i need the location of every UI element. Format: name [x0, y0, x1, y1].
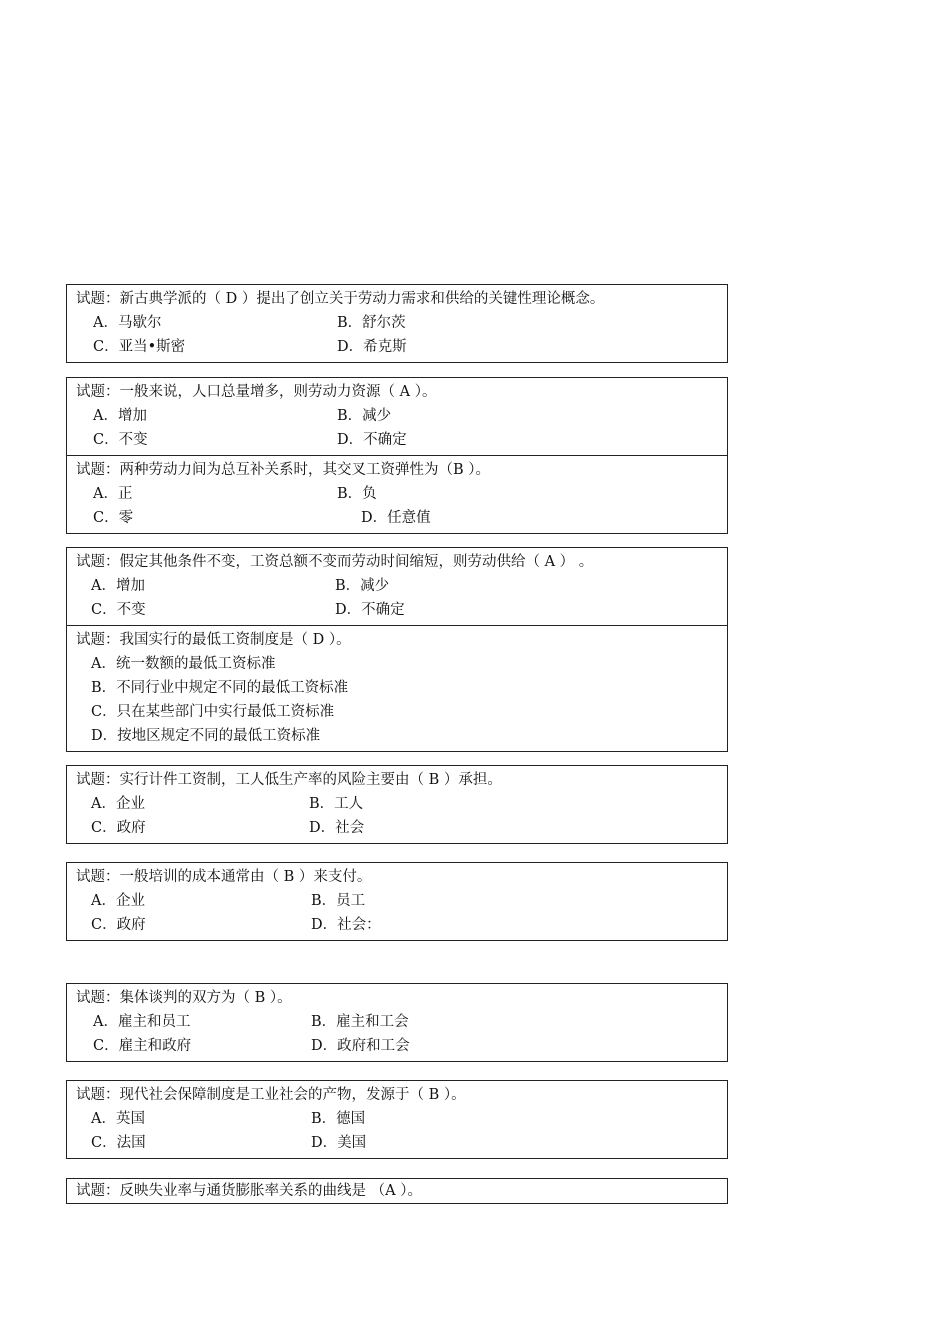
option-row	[67, 1034, 727, 1058]
question	[67, 285, 727, 362]
option-c: C．政府	[91, 820, 146, 836]
option-row	[67, 1131, 727, 1155]
option-c: C．零	[93, 510, 134, 526]
question	[67, 625, 727, 751]
option-row	[67, 913, 727, 937]
option-c: C．雇主和政府	[93, 1038, 192, 1054]
option-line	[67, 676, 727, 700]
option-a: A．增加	[93, 408, 147, 424]
option-row	[67, 574, 727, 598]
option-row	[67, 404, 727, 428]
option-b: B．工人	[309, 796, 364, 812]
question-box-1	[66, 284, 728, 363]
question	[67, 766, 727, 843]
option-row	[67, 792, 727, 816]
question-stem: 试题：现代社会保障制度是工业社会的产物，发源于（ B ）。	[76, 1087, 466, 1103]
option-b: B．员工	[311, 893, 366, 909]
option-b: B．减少	[335, 578, 390, 594]
question-stem: 试题：一般培训的成本通常由（ B ）来支付。	[76, 869, 372, 885]
option-row	[67, 311, 727, 335]
option-d: D．社会	[309, 820, 365, 836]
question-stem: 试题：我国实行的最低工资制度是（ D ）。	[76, 632, 351, 648]
question-stem: 试题：一般来说，人口总量增多，则劳动力资源（ A ）。	[76, 384, 437, 400]
question-stem: 试题：两种劳动力间为总互补关系时，其交叉工资弹性为（B ）。	[76, 462, 491, 478]
option-d: D．美国	[311, 1135, 367, 1151]
option-b: B．雇主和工会	[311, 1014, 409, 1030]
question-box-8	[66, 1178, 728, 1204]
option-line	[67, 652, 727, 676]
option-a: A．马歇尔	[93, 315, 162, 331]
question-stem: 试题：实行计件工资制，工人低生产率的风险主要由（ B ）承担。	[76, 772, 502, 788]
option-d: D．希克斯	[337, 339, 407, 355]
option-a: A．正	[93, 486, 133, 502]
option-row	[67, 428, 727, 452]
question-box-7	[66, 1080, 728, 1159]
question-stem: 试题：集体谈判的双方为（ B ）。	[76, 990, 292, 1006]
question	[67, 863, 727, 940]
option-row	[67, 1107, 727, 1131]
option-row	[67, 816, 727, 840]
option-row	[67, 506, 727, 530]
option-row	[67, 335, 727, 359]
option-a: A．企业	[91, 893, 145, 909]
question	[67, 1179, 727, 1203]
question-box-6	[66, 983, 728, 1062]
option-c: C．亚当•斯密	[93, 339, 186, 355]
question	[67, 378, 727, 455]
option-row	[67, 889, 727, 913]
option-row	[67, 482, 727, 506]
option-d: D．任意值	[361, 510, 431, 526]
option-d: D．按地区规定不同的最低工资标准	[91, 728, 321, 744]
option-c: C．不变	[93, 432, 148, 448]
option-c: C．只在某些部门中实行最低工资标准	[91, 704, 335, 720]
option-a: A．英国	[91, 1111, 145, 1127]
option-row	[67, 1010, 727, 1034]
option-a: A．统一数额的最低工资标准	[91, 656, 276, 672]
option-line	[67, 700, 727, 724]
option-b: B．不同行业中规定不同的最低工资标准	[91, 680, 349, 696]
question-box-4	[66, 765, 728, 844]
question	[67, 984, 727, 1061]
option-d: D．不确定	[337, 432, 407, 448]
question-stem: 试题：新古典学派的（ D ）提出了创立关于劳动力需求和供给的关键性理论概念。	[76, 291, 605, 307]
option-line	[67, 724, 727, 748]
option-d: D．政府和工会	[311, 1038, 410, 1054]
question	[67, 1081, 727, 1158]
question-box-3	[66, 547, 728, 752]
option-b: B．减少	[337, 408, 392, 424]
question-stem: 试题：假定其他条件不变，工资总额不变而劳动时间缩短，则劳动供给（ A ） 。	[76, 554, 594, 570]
question-box-2	[66, 377, 728, 534]
option-row	[67, 598, 727, 622]
option-c: C．法国	[91, 1135, 146, 1151]
option-d: D．社会：	[311, 917, 381, 933]
question-stem: 试题：反映失业率与通货膨胀率关系的曲线是 （A ）。	[76, 1183, 422, 1199]
question-box-5	[66, 862, 728, 941]
option-b: B．德国	[311, 1111, 366, 1127]
option-c: C．政府	[91, 917, 146, 933]
question	[67, 455, 727, 533]
option-a: A．增加	[91, 578, 145, 594]
question	[67, 548, 727, 625]
option-b: B．负	[337, 486, 377, 502]
option-d: D．不确定	[335, 602, 405, 618]
option-c: C．不变	[91, 602, 146, 618]
option-b: B．舒尔茨	[337, 315, 406, 331]
option-a: A．企业	[91, 796, 145, 812]
option-a: A．雇主和员工	[93, 1014, 191, 1030]
